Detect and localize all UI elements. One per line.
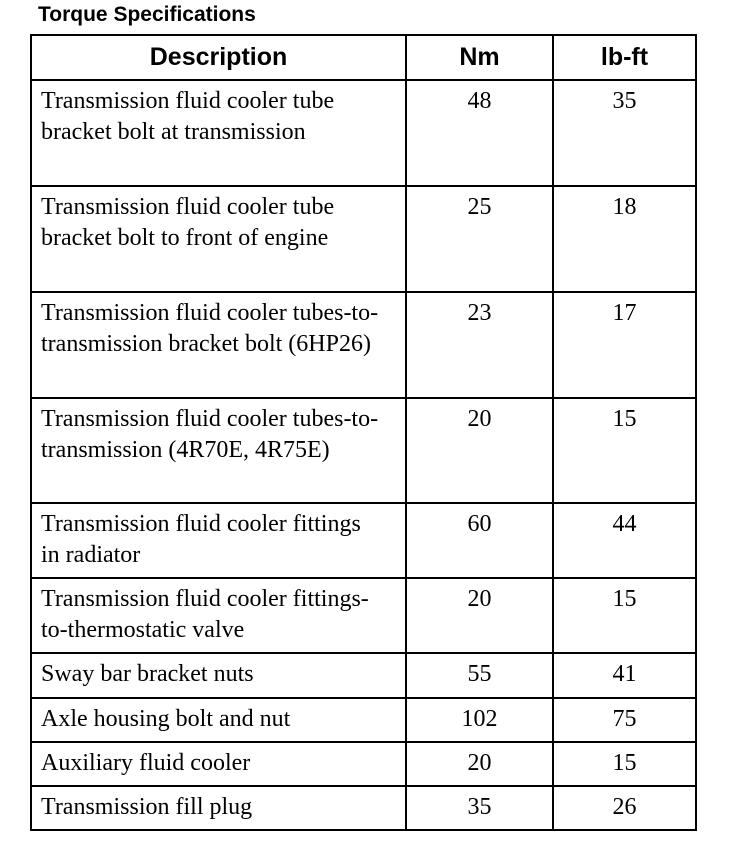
nm-cell: 23 [406,292,553,398]
description-cell: Transmission fluid cooler tube bracket bolt to front of engine [31,186,406,292]
description-cell: Transmission fluid cooler fittings-to-thermostatic valve [31,578,406,653]
table-row [31,186,696,292]
description-cell: Sway bar bracket nuts [31,653,406,698]
lbft-cell: 15 [553,578,696,653]
description-cell: Auxiliary fluid cooler [31,742,406,786]
table-row [31,653,696,698]
lbft-cell: 44 [553,503,696,578]
header-description: Description [31,35,406,80]
lbft-cell: 15 [553,398,696,503]
table-row [31,398,696,503]
lbft-cell: 26 [553,786,696,830]
lbft-cell: 15 [553,742,696,786]
nm-cell: 102 [406,698,553,742]
table-row [31,742,696,786]
page-title: Torque Specifications [38,3,256,26]
table-header-row [31,35,696,80]
description-cell: Transmission fill plug [31,786,406,830]
nm-cell: 20 [406,398,553,503]
lbft-cell: 35 [553,80,696,186]
description-cell: Axle housing bolt and nut [31,698,406,742]
table-row [31,698,696,742]
lbft-cell: 18 [553,186,696,292]
table-row [31,80,696,186]
description-cell: Transmission fluid cooler fittings in radiator [31,503,406,578]
header-nm: Nm [406,35,553,80]
nm-cell: 35 [406,786,553,830]
table-row [31,786,696,830]
torque-spec-table [30,34,697,831]
nm-cell: 20 [406,742,553,786]
table-row [31,578,696,653]
nm-cell: 48 [406,80,553,186]
table-row [31,292,696,398]
lbft-cell: 75 [553,698,696,742]
nm-cell: 55 [406,653,553,698]
table-row [31,503,696,578]
header-lbft: lb-ft [553,35,696,80]
description-cell: Transmission fluid cooler tubes-to-transmission bracket bolt (6HP26) [31,292,406,398]
lbft-cell: 17 [553,292,696,398]
nm-cell: 20 [406,578,553,653]
description-cell: Transmission fluid cooler tubes-to-transmission (4R70E, 4R75E) [31,398,406,503]
description-cell: Transmission fluid cooler tube bracket bolt at transmission [31,80,406,186]
nm-cell: 60 [406,503,553,578]
nm-cell: 25 [406,186,553,292]
lbft-cell: 41 [553,653,696,698]
